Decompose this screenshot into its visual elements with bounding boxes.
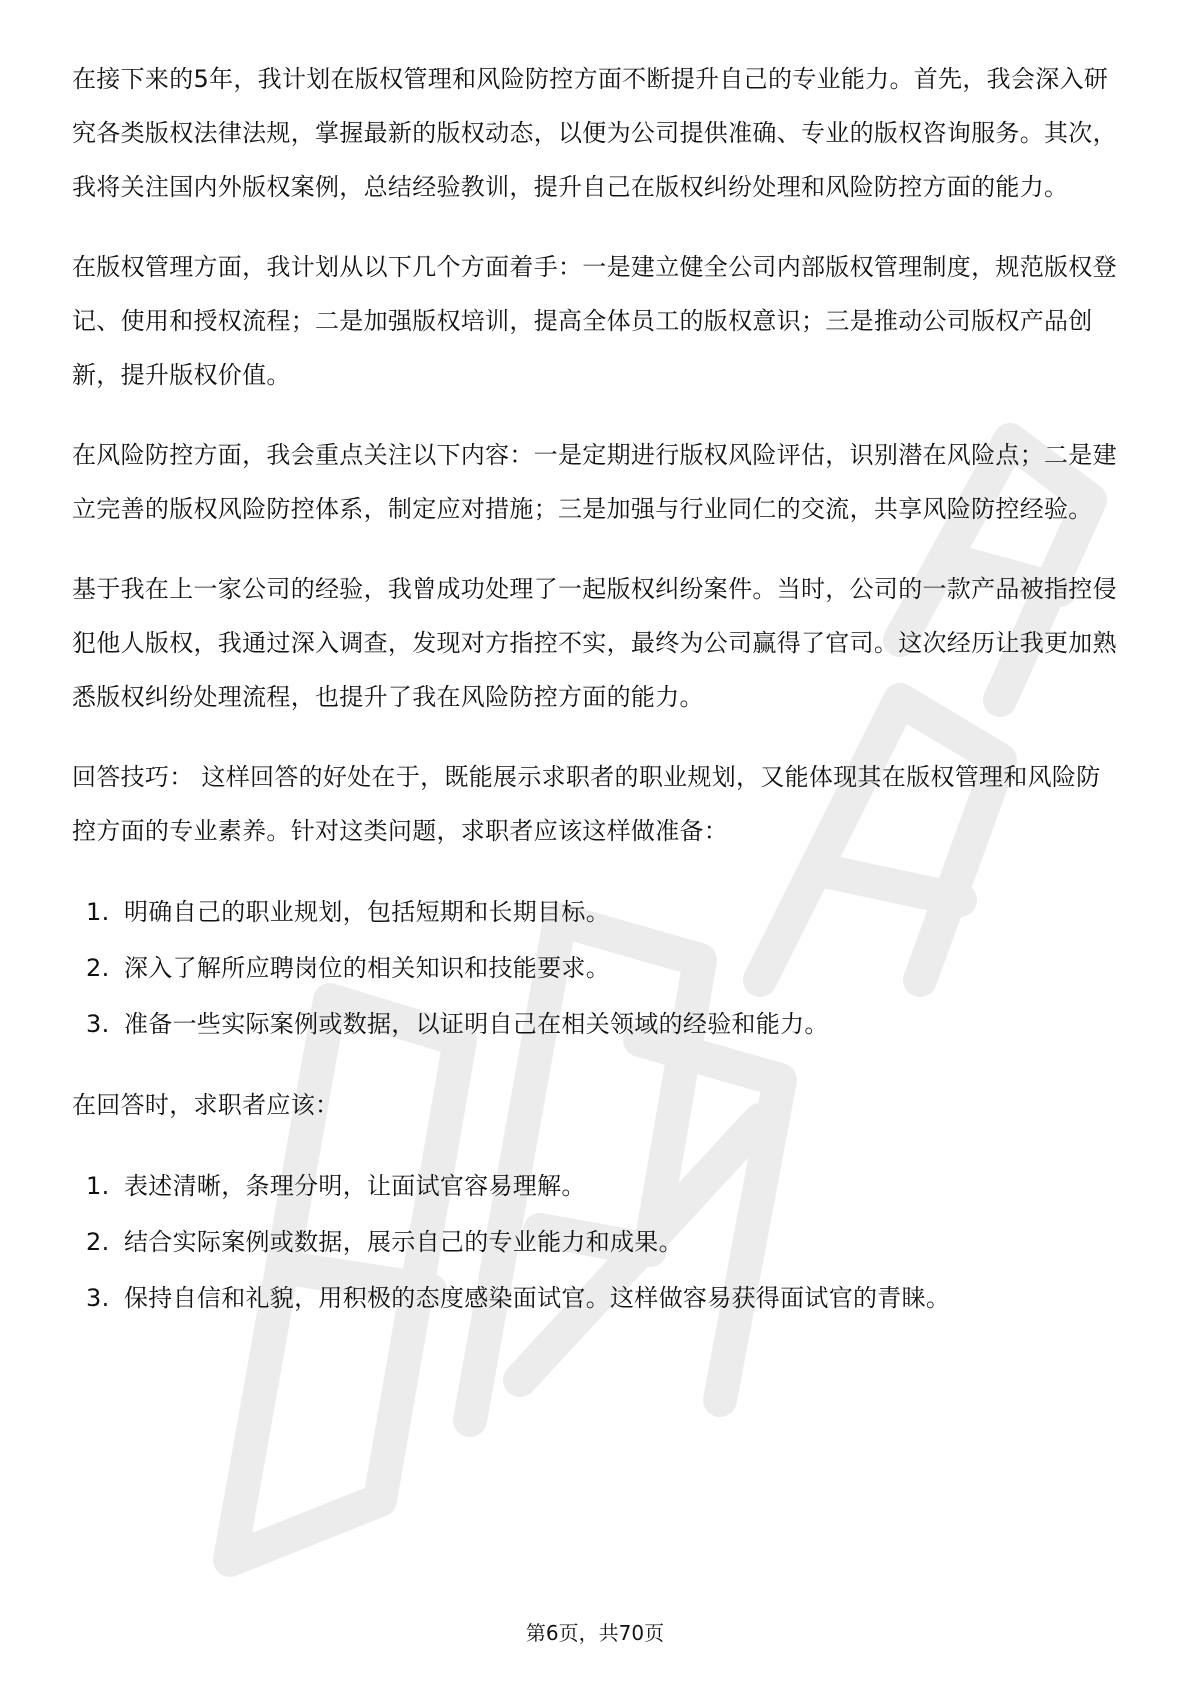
list-number: 2. <box>86 1228 110 1256</box>
list-number: 3. <box>86 1284 110 1312</box>
tip-label: 回答技巧： <box>72 763 194 791</box>
list-item <box>72 884 1122 940</box>
list-number: 1. <box>86 1172 110 1200</box>
list-text: 深入了解所应聘岗位的相关知识和技能要求。 <box>124 954 610 982</box>
list-text: 明确自己的职业规划，包括短期和长期目标。 <box>124 898 610 926</box>
list-text: 表述清晰，条理分明，让面试官容易理解。 <box>124 1172 586 1200</box>
tip-text: 这样回答的好处在于，既能展示求职者的职业规划，又能体现其在版权管理和风险防控方面的专业素养。针对这类问题，求职者应该这样做准备： <box>72 763 1101 845</box>
list-number: 2. <box>86 954 110 982</box>
list-item <box>72 1158 1122 1214</box>
list-text: 准备一些实际案例或数据，以证明自己在相关领域的经验和能力。 <box>124 1010 829 1038</box>
paragraph-plan: 在接下来的5年，我计划在版权管理和风险防控方面不断提升自己的专业能力。首先，我会深入研究各类版权法律法规，掌握最新的版权动态，以便为公司提供准确、专业的版权咨询服务。其次，我将关注国内外版权案例，总结经验教训，提升自己在版权纠纷处理和风险防控方面的能力。 <box>72 65 1117 201</box>
paragraph-experience: 基于我在上一家公司的经验，我曾成功处理了一起版权纠纷案件。当时，公司的一款产品被指控侵犯他人版权，我通过深入调查，发现对方指控不实，最终为公司赢得了官司。这次经历让我更加熟悉版权纠纷处理流程，也提升了我在风险防控方面的能力。 <box>72 575 1117 711</box>
document-page <box>72 52 1122 1352</box>
paragraph-answer-tip <box>72 750 1122 858</box>
prep-list <box>72 884 1122 1052</box>
list-number: 3. <box>86 1010 110 1038</box>
list-text: 保持自信和礼貌，用积极的态度感染面试官。这样做容易获得面试官的青睐。 <box>124 1284 951 1312</box>
list-item <box>72 1270 1122 1326</box>
paragraph-answer-intro: 在回答时，求职者应该： <box>72 1091 340 1119</box>
list-item <box>72 1214 1122 1270</box>
paragraph-risk-control: 在风险防控方面，我会重点关注以下内容：一是定期进行版权风险评估，识别潜在风险点；二是建立完善的版权风险防控体系，制定应对措施；三是加强与行业同仁的交流，共享风险防控经验。 <box>72 441 1117 523</box>
answer-list <box>72 1158 1122 1326</box>
list-number: 1. <box>86 898 110 926</box>
page-footer: 第6页，共70页 <box>525 1621 665 1645</box>
list-item <box>72 996 1122 1052</box>
paragraph-copyright-management: 在版权管理方面，我计划从以下几个方面着手：一是建立健全公司内部版权管理制度，规范版权登记、使用和授权流程；二是加强版权培训，提高全体员工的版权意识；三是推动公司版权产品创新，提升版权价值。 <box>72 253 1117 389</box>
list-text: 结合实际案例或数据，展示自己的专业能力和成果。 <box>124 1228 683 1256</box>
list-item <box>72 940 1122 996</box>
